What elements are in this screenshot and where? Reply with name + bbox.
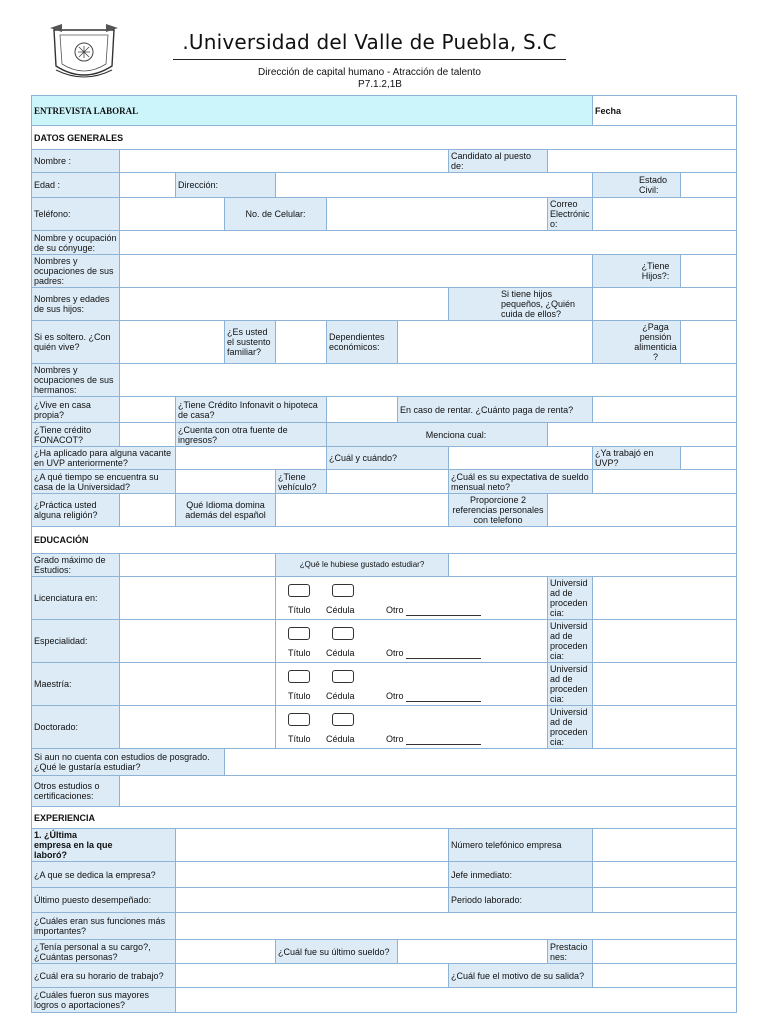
label-cual-cuando: ¿Cuál y cuándo? <box>327 447 449 470</box>
label-correo: Correo Electrónico: <box>548 198 593 231</box>
label-gustado: ¿Qué le hubiese gustado estudiar? <box>276 554 449 577</box>
hermanos-field[interactable] <box>120 364 737 397</box>
horario-field[interactable] <box>176 964 449 988</box>
titulo-checkbox[interactable] <box>288 670 310 683</box>
education-row <box>32 706 737 749</box>
logros-field[interactable] <box>176 988 737 1013</box>
label-periodo: Periodo laborado: <box>449 888 593 913</box>
correo-field[interactable] <box>593 198 737 231</box>
label-fonacot: ¿Tiene crédito FONACOT? <box>32 423 120 447</box>
label-soltero: Si es soltero. ¿Con quién vive? <box>32 321 120 364</box>
label-religion: ¿Práctica usted alguna religión? <box>32 494 120 527</box>
padres-field[interactable] <box>120 255 593 288</box>
prestaciones-field[interactable] <box>593 940 737 964</box>
religion-field[interactable] <box>120 494 176 527</box>
universidad-label: Universidad de procedencia: <box>548 706 593 749</box>
hijos-field[interactable] <box>120 288 449 321</box>
label-prestaciones: Prestaciones: <box>548 940 593 964</box>
universidad-label: Universidad de procedencia: <box>548 663 593 706</box>
label-trabajo-uvp: ¿Ya trabajó en UVP? <box>593 447 681 470</box>
universidad-field[interactable] <box>593 620 737 663</box>
label-tiene-hijos: ¿Tiene Hijos?: <box>593 255 681 288</box>
label-cuida-hijos: Si tiene hijos pequeños, ¿Quién cuida de ellos? <box>449 288 593 321</box>
titulo-label: Título <box>288 734 311 744</box>
label-otros-estudios: Otros estudios o certificaciones: <box>32 776 120 807</box>
label-grado: Grado máximo de Estudios: <box>32 554 120 577</box>
cedula-checkbox[interactable] <box>332 584 354 597</box>
label-direccion: Dirección: <box>176 173 276 198</box>
education-level-label: Maestría: <box>32 663 120 706</box>
label-idioma: Qué Idioma domina además del español <box>176 494 276 527</box>
label-conyuge: Nombre y ocupación de su cónyuge: <box>32 231 120 255</box>
titulo-checkbox[interactable] <box>288 627 310 640</box>
renta-field[interactable] <box>593 397 737 423</box>
tiene-hijos-field[interactable] <box>681 255 737 288</box>
dependientes-field[interactable] <box>398 321 593 364</box>
idioma-field[interactable] <box>276 494 449 527</box>
nombre-field[interactable] <box>120 150 449 173</box>
cedula-label: Cédula <box>326 734 355 744</box>
education-level-field[interactable] <box>120 620 276 663</box>
cedula-label: Cédula <box>326 691 355 701</box>
infonavit-field[interactable] <box>327 397 398 423</box>
label-telefono-empresa: Número telefónico empresa <box>449 829 593 862</box>
tiempo-casa-field[interactable] <box>176 470 276 494</box>
label-dedica: ¿A que se dedica la empresa? <box>32 862 176 888</box>
trabajo-uvp-field[interactable] <box>681 447 737 470</box>
label-ultima-empresa: 1. ¿Última empresa en la que laboró? <box>32 829 176 862</box>
universidad-field[interactable] <box>593 706 737 749</box>
otro-line[interactable] <box>406 744 481 745</box>
ultimo-puesto-field[interactable] <box>176 888 449 913</box>
label-personal: ¿Tenía personal a su cargo?, ¿Cuántas personas? <box>32 940 176 964</box>
education-level-field[interactable] <box>120 706 276 749</box>
label-infonavit: ¿Tiene Crédito Infonavit o hipoteca de casa? <box>176 397 327 423</box>
label-motivo: ¿Cuál fue el motivo de su salida? <box>449 964 593 988</box>
jefe-field[interactable] <box>593 862 737 888</box>
date-label: Fecha <box>595 105 622 116</box>
date-field[interactable] <box>593 96 737 126</box>
gustado-field[interactable] <box>449 554 737 577</box>
label-funciones: ¿Cuáles eran sus funciones más importantes? <box>32 913 176 940</box>
vacante-field[interactable] <box>176 447 327 470</box>
edad-field[interactable] <box>120 173 176 198</box>
referencias-field[interactable] <box>548 494 737 527</box>
fonacot-field[interactable] <box>120 423 176 447</box>
cual-cuando-field[interactable] <box>449 447 593 470</box>
soltero-field[interactable] <box>120 321 225 364</box>
cedula-checkbox[interactable] <box>332 670 354 683</box>
universidad-label: Universidad de procedencia: <box>548 620 593 663</box>
label-tiempo-casa: ¿A qué tiempo se encuentra su casa de la Universidad? <box>32 470 176 494</box>
vehiculo-field[interactable] <box>327 470 449 494</box>
label-menciona: Menciona cual: <box>327 423 548 447</box>
funciones-field[interactable] <box>176 913 737 940</box>
label-sustento: ¿Es usted el sustento familiar? <box>225 321 276 364</box>
department-name: Dirección de capital humano - Atracción de talento <box>258 67 481 78</box>
titulo-checkbox[interactable] <box>288 584 310 597</box>
titulo-label: Título <box>288 691 311 701</box>
education-level-field[interactable] <box>120 663 276 706</box>
education-level-label: Doctorado: <box>32 706 120 749</box>
label-renta: En caso de rentar. ¿Cuánto paga de renta? <box>398 397 593 423</box>
label-expectativa: ¿Cuál es su expectativa de sueldo mensual neto? <box>449 470 593 494</box>
posgrado-field[interactable] <box>225 749 737 776</box>
education-level-label: Especialidad: <box>32 620 120 663</box>
ultima-empresa-field[interactable] <box>176 829 449 862</box>
grado-field[interactable] <box>120 554 276 577</box>
sueldo-field[interactable] <box>398 940 548 964</box>
cedula-checkbox[interactable] <box>332 713 354 726</box>
cedula-label: Cédula <box>326 605 355 615</box>
education-level-label: Licenciatura en: <box>32 577 120 620</box>
celular-field[interactable] <box>327 198 548 231</box>
conyuge-field[interactable] <box>120 231 737 255</box>
education-row <box>32 577 737 620</box>
cedula-checkbox[interactable] <box>332 627 354 640</box>
document-checks <box>276 706 548 749</box>
label-posgrado: Si aun no cuenta con estudios de posgrado. ¿Qué le gustaría estudiar? <box>32 749 225 776</box>
candidato-field[interactable] <box>548 150 737 173</box>
label-nombre: Nombre : <box>32 150 120 173</box>
label-logros: ¿Cuáles fueron sus mayores logros o aportaciones? <box>32 988 176 1013</box>
document-checks <box>276 577 548 620</box>
interview-form <box>31 95 737 1013</box>
label-pension: ¿Paga pensión alimenticia? <box>593 321 681 364</box>
label-jefe: Jefe inmediato: <box>449 862 593 888</box>
label-estado-civil: Estado Civil: <box>593 173 681 198</box>
education-level-field[interactable] <box>120 577 276 620</box>
label-horario: ¿Cuál era su horario de trabajo? <box>32 964 176 988</box>
telefono-empresa-field[interactable] <box>593 829 737 862</box>
motivo-field[interactable] <box>593 964 737 988</box>
label-telefono: Teléfono: <box>32 198 120 231</box>
document-checks <box>276 663 548 706</box>
form-title: ENTREVISTA LABORAL <box>32 96 593 126</box>
university-seal-logo <box>48 22 120 82</box>
titulo-checkbox[interactable] <box>288 713 310 726</box>
label-ultimo-puesto: Último puesto desempeñado: <box>32 888 176 913</box>
menciona-field[interactable] <box>548 423 737 447</box>
universidad-label: Universidad de procedencia: <box>548 577 593 620</box>
label-sueldo: ¿Cuál fue su último sueldo? <box>276 940 398 964</box>
cedula-label: Cédula <box>326 648 355 658</box>
periodo-field[interactable] <box>593 888 737 913</box>
university-name: .Universidad del Valle de Puebla, S.C <box>173 30 566 60</box>
section-education: EDUCACIÓN <box>32 527 737 554</box>
otro-label: Otro <box>386 648 404 658</box>
document-code: P7.1.2,1B <box>358 79 402 90</box>
otro-line[interactable] <box>406 701 481 702</box>
otro-line[interactable] <box>406 615 481 616</box>
label-padres: Nombres y ocupaciones de sus padres: <box>32 255 120 288</box>
label-otra-fuente: ¿Cuenta con otra fuente de ingresos? <box>176 423 327 447</box>
otro-label: Otro <box>386 605 404 615</box>
section-experience: EXPERIENCIA <box>32 807 737 829</box>
universidad-field[interactable] <box>593 577 737 620</box>
telefono-field[interactable] <box>120 198 225 231</box>
direccion-field[interactable] <box>276 173 593 198</box>
otro-line[interactable] <box>406 658 481 659</box>
education-row <box>32 663 737 706</box>
label-candidato: Candidato al puesto de: <box>449 150 548 173</box>
casa-propia-field[interactable] <box>120 397 176 423</box>
expectativa-field[interactable] <box>593 470 737 494</box>
label-referencias: Proporcione 2 referencias personales con telefono <box>449 494 548 527</box>
otros-estudios-field[interactable] <box>120 776 737 807</box>
cuida-hijos-field[interactable] <box>593 288 737 321</box>
document-checks <box>276 620 548 663</box>
label-dependientes: Dependientes económicos: <box>327 321 398 364</box>
label-vehiculo: ¿Tiene vehículo? <box>276 470 327 494</box>
label-celular: No. de Celular: <box>225 198 327 231</box>
otro-label: Otro <box>386 734 404 744</box>
personal-field[interactable] <box>176 940 276 964</box>
label-casa-propia: ¿Vive en casa propia? <box>32 397 120 423</box>
label-edad: Edad : <box>32 173 120 198</box>
label-vacante: ¿Ha aplicado para alguna vacante en UVP anteriormente? <box>32 447 176 470</box>
universidad-field[interactable] <box>593 663 737 706</box>
education-row <box>32 620 737 663</box>
estado-civil-field[interactable] <box>681 173 737 198</box>
label-hijos: Nombres y edades de sus hijos: <box>32 288 120 321</box>
titulo-label: Título <box>288 605 311 615</box>
dedica-field[interactable] <box>176 862 449 888</box>
pension-field[interactable] <box>681 321 737 364</box>
otro-label: Otro <box>386 691 404 701</box>
section-general: DATOS GENERALES <box>32 126 737 150</box>
label-hermanos: Nombres y ocupaciones de sus hermanos: <box>32 364 120 397</box>
titulo-label: Título <box>288 648 311 658</box>
sustento-field[interactable] <box>276 321 327 364</box>
